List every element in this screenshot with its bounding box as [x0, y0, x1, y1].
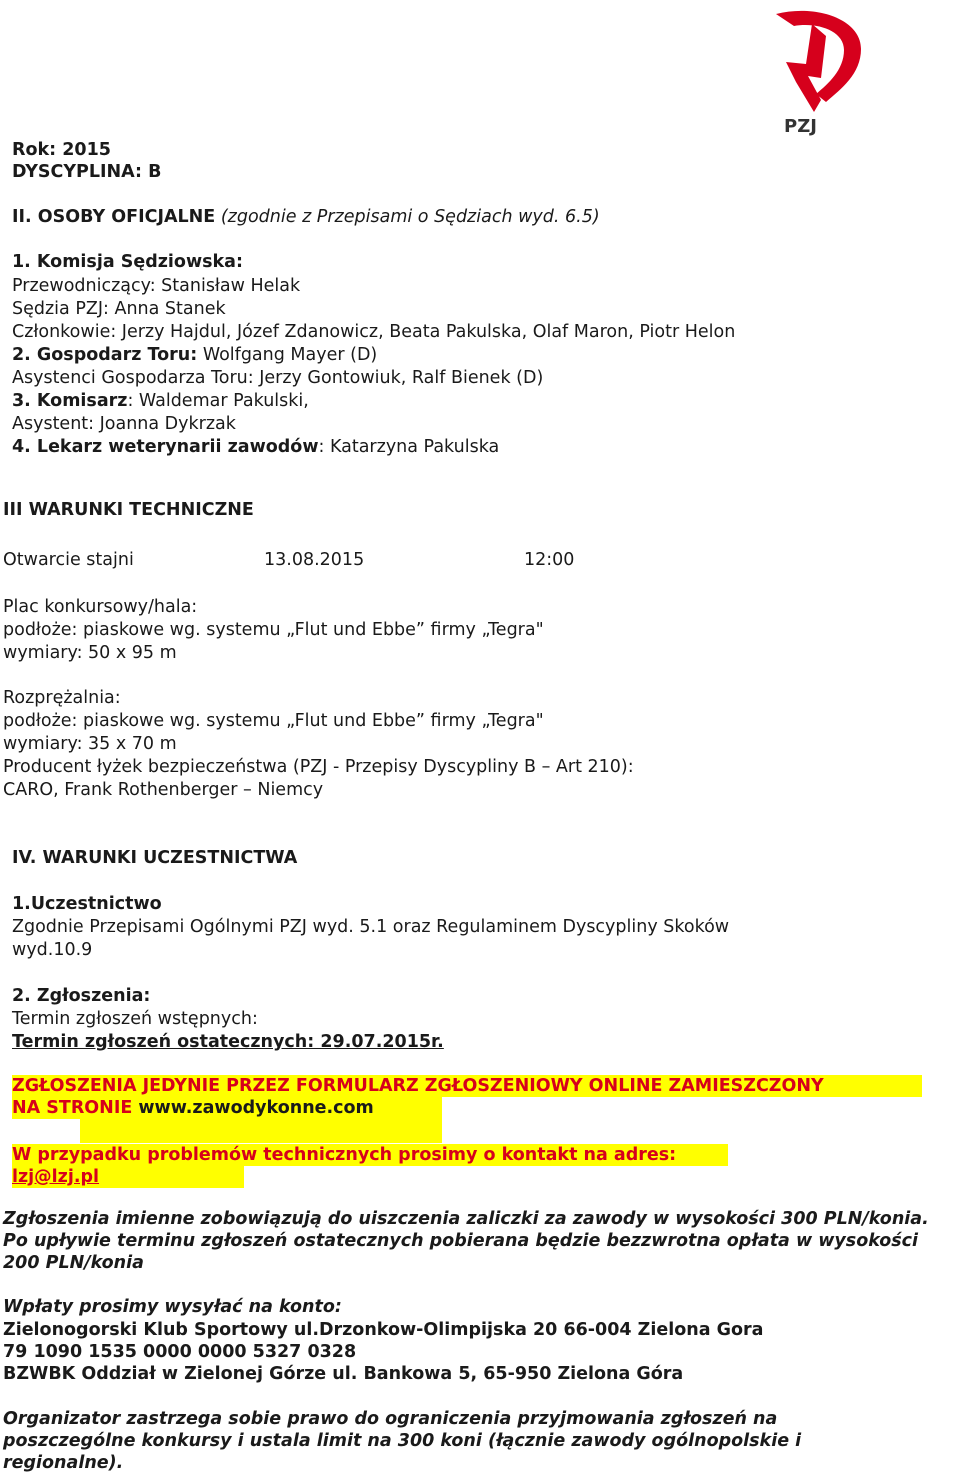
- logo-text: PZJ: [784, 116, 817, 137]
- arena-size: wymiary: 50 x 95 m: [3, 643, 177, 663]
- course-designer-assistants: Asystenci Gospodarza Toru: Jerzy Gontowiuk, Ralf Bienek (D): [12, 368, 544, 388]
- judges-pzj: Sędzia PZJ: Anna Stanek: [12, 299, 226, 319]
- discipline-line: DYSCYPLINA: B: [12, 162, 162, 182]
- online-form-notice-line2: [12, 1097, 442, 1119]
- judges-members: Członkowie: Jerzy Hajdul, Józef Zdanowicz, Beata Pakulska, Olaf Maron, Piotr Helon: [12, 322, 736, 342]
- notice-prefix: NA STRONIE: [12, 1098, 139, 1118]
- section2-heading: [12, 206, 600, 228]
- warmup-surface: podłoże: piaskowe wg. systemu „Flut und Ebbe” firmy „Tegra": [3, 711, 544, 731]
- steward-label: 3. Komisarz: [12, 391, 128, 411]
- contact-email-link[interactable]: lzj@lzj.pl: [12, 1167, 100, 1187]
- payment-club: Zielonogorski Klub Sportowy ul.Drzonkow-Olimpijska 20 66-004 Zielona Gora: [3, 1320, 764, 1340]
- fees-line2: Po upływie terminu zgłoszeń ostatecznych pobierana będzie bezzwrotna opłata w wysokości: [3, 1231, 919, 1251]
- safety-cups-line1: Producent łyżek bezpieczeństwa (PZJ - Przepisy Dyscypliny B – Art 210):: [3, 757, 634, 777]
- judges-president: Przewodniczący: Stanisław Helak: [12, 276, 301, 296]
- warmup-title: Rozprężalnia:: [3, 688, 121, 708]
- organizer-line1: Organizator zastrzega sobie prawo do ograniczenia przyjmowania zgłoszeń na: [3, 1409, 778, 1429]
- fees-line3: 200 PLN/konia: [3, 1253, 144, 1273]
- steward-line: [12, 390, 309, 412]
- pzj-logo-mark-icon: [766, 4, 876, 138]
- contact-email-line: [12, 1166, 244, 1188]
- vet-label: 4. Lekarz weterynarii zawodów: [12, 437, 319, 457]
- entries-preliminary: Termin zgłoszeń wstępnych:: [12, 1009, 258, 1029]
- entries-final: Termin zgłoszeń ostatecznych: 29.07.2015r.: [12, 1032, 444, 1052]
- arena-title: Plac konkursowy/hala:: [3, 597, 198, 617]
- pzj-logo: [766, 4, 876, 138]
- tech-problem-notice: W przypadku problemów technicznych prosimy o kontakt na adres:: [12, 1144, 728, 1166]
- section2-title: II. OSOBY OFICJALNE: [12, 207, 216, 227]
- section3-title: III WARUNKI TECHNICZNE: [3, 500, 254, 520]
- course-designer-line: [12, 344, 377, 366]
- vet-line: [12, 436, 499, 458]
- payment-bank: BZWBK Oddział w Zielonej Górze ul. Bankowa 5, 65-950 Zielona Góra: [3, 1364, 684, 1384]
- section2-note: (zgodnie z Przepisami o Sędziach wyd. 6.5): [220, 207, 600, 227]
- entries-title: 2. Zgłoszenia:: [12, 986, 151, 1006]
- participation-line1: Zgodnie Przepisami Ogólnymi PZJ wyd. 5.1 oraz Regulaminem Dyscypliny Skoków: [12, 917, 730, 937]
- payment-account: 79 1090 1535 0000 0000 5327 0328: [3, 1342, 357, 1362]
- organizer-line2: poszczególne konkursy i ustala limit na 300 koni (łącznie zawody ogólnopolskie i: [3, 1431, 802, 1451]
- fees-line1: Zgłoszenia imienne zobowiązują do uiszczenia zaliczki za zawody w wysokości 300 PLN/konia.: [3, 1209, 929, 1229]
- online-form-notice-line1: ZGŁOSZENIA JEDYNIE PRZEZ FORMULARZ ZGŁOSZENIOWY ONLINE ZAMIESZCZONY: [12, 1075, 922, 1097]
- stables-time: 12:00: [524, 550, 575, 570]
- course-designer-value: Wolfgang Mayer (D): [197, 345, 378, 365]
- participation-line2: wyd.10.9: [12, 940, 93, 960]
- vet-value: : Katarzyna Pakulska: [318, 437, 500, 457]
- website-link[interactable]: www.zawodykonne.com: [138, 1098, 374, 1118]
- steward-assistant: Asystent: Joanna Dykrzak: [12, 414, 236, 434]
- payment-title: Wpłaty prosimy wysyłać na konto:: [3, 1297, 342, 1317]
- arena-surface: podłoże: piaskowe wg. systemu „Flut und Ebbe” firmy „Tegra": [3, 620, 544, 640]
- year-line: Rok: 2015: [12, 140, 111, 160]
- section4-title: IV. WARUNKI UCZESTNICTWA: [12, 848, 298, 868]
- judges-committee-title: 1. Komisja Sędziowska:: [12, 252, 243, 272]
- steward-value: : Waldemar Pakulski,: [127, 391, 309, 411]
- course-designer-label: 2. Gospodarz Toru:: [12, 345, 198, 365]
- organizer-line3: regionalne).: [3, 1453, 124, 1473]
- warmup-size: wymiary: 35 x 70 m: [3, 734, 177, 754]
- highlight-spacer: [80, 1119, 442, 1143]
- safety-cups-line2: CARO, Frank Rothenberger – Niemcy: [3, 780, 324, 800]
- participation-title: 1.Uczestnictwo: [12, 894, 162, 914]
- stables-date: 13.08.2015: [264, 550, 365, 570]
- svg-text:PZJ: [784, 116, 817, 137]
- stables-label: Otwarcie stajni: [3, 550, 134, 570]
